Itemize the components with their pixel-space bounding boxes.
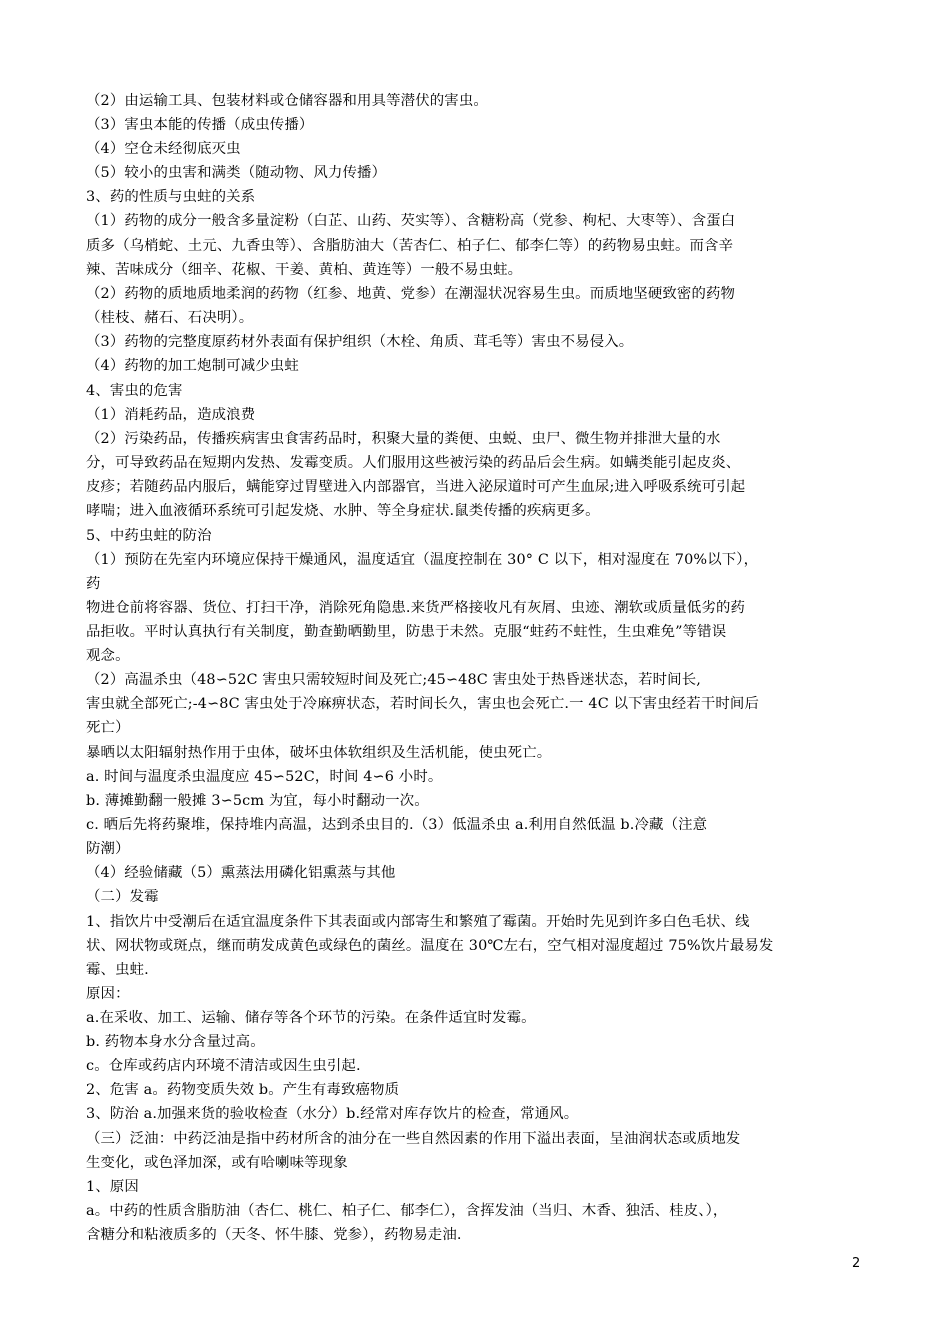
page-number: 2 <box>852 1256 861 1271</box>
text-line: 1、原因 <box>86 1179 139 1195</box>
text-line: 药 <box>86 576 101 592</box>
text-line: （4）空仓未经彻底灭虫 <box>86 141 241 157</box>
text-line: （2）污染药品，传播疾病害虫食害药品时，积聚大量的粪便、虫蜕、虫尸、微生物并排泄大量的水 <box>86 431 721 447</box>
text-line: （桂枝、赭石、石决明）。 <box>86 310 254 326</box>
text-line: （2）高温杀虫（48∽52C 害虫只需较短时间及死亡;45∽48C 害虫处于热昏迷状态，若时间长, <box>86 672 701 688</box>
text-line: （2）由运输工具、包装材料或仓储容器和用具等潜伏的害虫。 <box>86 93 488 109</box>
text-line: 防潮） <box>86 841 130 857</box>
text-line: 辣、苦味成分（细辛、花椒、干姜、黄柏、黄连等）一般不易虫蛀。 <box>86 262 523 278</box>
text-line: （三）泛油：中药泛油是指中药材所含的油分在一些自然因素的作用下溢出表面，呈油润状态或质地发 <box>86 1131 741 1147</box>
text-line: （4）经验储藏（5）熏蒸法用磷化铝熏蒸与其他 <box>86 865 396 881</box>
text-line: a. 时间与温度杀虫温度应 45∽52C，时间 4∽6 小时。 <box>86 769 443 785</box>
text-line: b. 薄摊勤翻一般摊 3∽5cm 为宜，每小时翻动一次。 <box>86 793 429 809</box>
text-line: a。中药的性质含脂肪油（杏仁、桃仁、柏子仁、郁李仁），含挥发油（当归、木香、独活、桂皮、）， <box>86 1203 728 1219</box>
text-line: 暴晒以太阳辐射热作用于虫体，破坏虫体软组织及生活机能，使虫死亡。 <box>86 745 552 761</box>
text-line: a.在采收、加工、运输、储存等各个环节的污染。在条件适宜时发霉。 <box>86 1010 536 1026</box>
text-line: 1、指饮片中受潮后在适宜温度条件下其表面或内部寄生和繁殖了霉菌。开始时先见到许多白色毛状、线 <box>86 914 750 930</box>
text-line: （3）害虫本能的传播（成虫传播） <box>86 117 314 133</box>
text-line: （1）消耗药品，造成浪费 <box>86 407 256 423</box>
text-line: （1）药物的成分一般含多量淀粉（白芷、山药、芡实等）、含糖粉高（党参、枸杞、大枣等）、含蛋白 <box>86 213 736 229</box>
text-line: 哮喘；进入血液循环系统可引起发烧、水肿、等全身症状.鼠类传播的疾病更多。 <box>86 503 600 519</box>
text-line: （二）发霉 <box>86 889 159 905</box>
text-line: b. 药物本身水分含量过高。 <box>86 1034 265 1050</box>
text-line: 2、危害 a。药物变质失效 b。产生有毒致癌物质 <box>86 1082 400 1098</box>
text-line: 3、防治 a.加强来货的验收检查（水分）b.经常对库存饮片的检查，常通风。 <box>86 1106 579 1122</box>
text-line: 物进仓前将容器、货位、打扫干净，消除死角隐患.来货严格接收凡有灰屑、虫迹、潮软或质量低劣的药 <box>86 600 746 616</box>
text-line: 皮疹；若随药品内服后，螨能穿过胃壁进入内部器官，当进入泌尿道时可产生血尿;进入呼吸系统可引起 <box>86 479 746 495</box>
text-line: 观念。 <box>86 648 130 664</box>
text-line: 原因： <box>86 986 130 1002</box>
text-line: （3）药物的完整度原药材外表面有保护组织（木栓、角质、茸毛等）害虫不易侵入。 <box>86 334 634 350</box>
text-line: 含糖分和粘液质多的（天冬、怀牛膝、党参），药物易走油. <box>86 1227 462 1243</box>
text-line: （4）药物的加工炮制可减少虫蛀 <box>86 358 299 374</box>
text-line: （5）较小的虫害和满类（随动物、风力传播） <box>86 165 387 181</box>
text-line: 状、网状物或斑点，继而萌发成黄色或绿色的菌丝。温度在 30℃左右，空气相对湿度超过 75%饮片最易发 <box>86 938 774 954</box>
text-line: 质多（乌梢蛇、土元、九香虫等）、含脂肪油大（苦杏仁、柏子仁、郁李仁等）的药物易虫蛀。而含辛 <box>86 238 734 254</box>
text-line: （2）药物的质地质地柔润的药物（红参、地黄、党参）在潮湿状况容易生虫。而质地坚硬致密的药物 <box>86 286 736 302</box>
text-line: 死亡） <box>86 720 130 736</box>
text-line: 霉、虫蛀. <box>86 962 149 978</box>
text-line: 品拒收。平时认真执行有关制度，勤查勤晒勤里，防患于未然。克服“蛀药不蛀性，生虫难免”等错误 <box>86 624 727 640</box>
text-line: 3、药的性质与虫蛀的关系 <box>86 189 256 205</box>
text-line: 生变化，或色泽加深，或有哈喇味等现象 <box>86 1155 348 1171</box>
text-line: 4、害虫的危害 <box>86 383 183 399</box>
text-line: 5、中药虫蛀的防治 <box>86 528 212 544</box>
text-line: c。仓库或药店内环境不清洁或因生虫引起. <box>86 1058 361 1074</box>
text-line: c. 晒后先将药聚堆，保持堆内高温，达到杀虫目的.（3）低温杀虫 a.利用自然低温 b.冷藏（注意 <box>86 817 708 833</box>
text-line: 分，可导致药品在短期内发热、发霉变质。人们服用这些被污染的药品后会生病。如螨类能引起皮炎、 <box>86 455 741 471</box>
text-line: （1）预防在先室内环境应保持干燥通风，温度适宜（温度控制在 30° C 以下，相对湿度在 70%以下）， <box>86 552 759 568</box>
text-line: 害虫就全部死亡;-4∽8C 害虫处于冷麻痹状态，若时间长久，害虫也会死亡.一 4C 以下害虫经若干时间后 <box>86 696 759 712</box>
